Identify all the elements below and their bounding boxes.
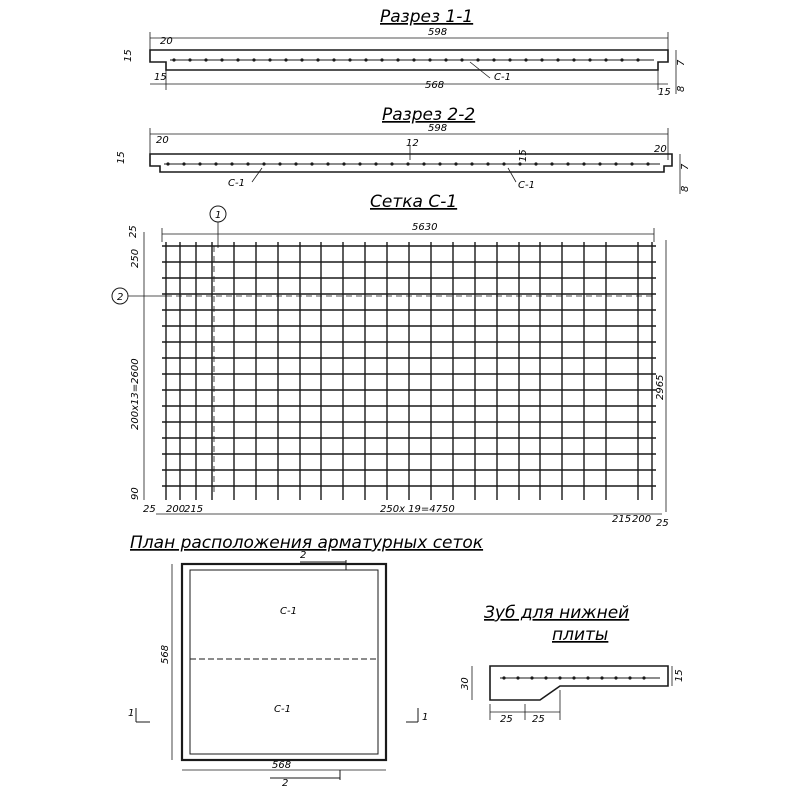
rebar-dot [438, 162, 441, 165]
rebar-dot [268, 58, 271, 61]
plan-dim-width: 568 [272, 760, 292, 771]
section-1-1-dim-right-bottom: 15 [658, 87, 671, 98]
rebar-dot [540, 58, 543, 61]
mesh-dim-width: 5630 [412, 222, 438, 233]
section-1-1-dim-left-top: 20 [160, 36, 173, 47]
rebar-dot [182, 162, 185, 165]
rebar-dot [428, 58, 431, 61]
rebar-dot [572, 58, 575, 61]
section-2-2-dim-right-8: 8 [680, 185, 691, 192]
rebar-dot [406, 162, 409, 165]
rebar-dot [220, 58, 223, 61]
rebar-dot [476, 58, 479, 61]
rebar-dot [310, 162, 313, 165]
rebar-dot [198, 162, 201, 165]
plan-cut-right: 1 [422, 712, 429, 723]
rebar-dot [300, 58, 303, 61]
section-1-1-mesh-label: С-1 [494, 72, 511, 83]
plan-dim-height: 568 [160, 644, 171, 664]
rebar-dot [246, 162, 249, 165]
rebar-dot [166, 162, 169, 165]
rebar-dot [502, 676, 505, 679]
mesh-dim-right-height: 2965 [655, 374, 666, 400]
rebar-dot [444, 58, 447, 61]
section-2-2-dim-12: 12 [406, 138, 419, 149]
section-2-2-mesh-label-left: С-1 [228, 178, 245, 189]
rebar-dot [284, 58, 287, 61]
rebar-dot [470, 162, 473, 165]
rebar-dot [566, 162, 569, 165]
rebar-dot [492, 58, 495, 61]
plan-cut-bottom: 2 [282, 778, 289, 789]
rebar-dot [550, 162, 553, 165]
rebar-dot [556, 58, 559, 61]
rebar-dot [230, 162, 233, 165]
rebar-dot [332, 58, 335, 61]
mesh-dim-top-250: 250 [130, 248, 141, 268]
rebar-dot [422, 162, 425, 165]
rebar-dot [582, 162, 585, 165]
rebar-dot [524, 58, 527, 61]
rebar-dot [364, 58, 367, 61]
rebar-dot [620, 58, 623, 61]
rebar-dot [374, 162, 377, 165]
section-2-2-dim-total: 598 [428, 123, 448, 134]
rebar-dot [646, 162, 649, 165]
rebar-dot [326, 162, 329, 165]
mesh-dim-top-25: 25 [128, 225, 139, 238]
mesh-dim-bottom-200-left: 200 [166, 504, 186, 515]
rebar-dot [252, 58, 255, 61]
section-1-1-dim-right-7: 7 [676, 59, 687, 66]
section-2-2 [116, 105, 691, 194]
section-2-2-dim-right-top: 20 [654, 144, 667, 155]
mesh-c1 [112, 192, 669, 529]
section-2-2-title: Разрез 2-2 [382, 105, 476, 125]
tooth-title-line2: плиты [552, 625, 609, 645]
rebar-dot [502, 162, 505, 165]
mesh-dim-bottom-25-right: 25 [656, 518, 669, 529]
section-1-1-title: Разрез 1-1 [380, 7, 474, 27]
rebar-dot [262, 162, 265, 165]
rebar-dot [558, 676, 561, 679]
rebar-dot [204, 58, 207, 61]
rebar-dot [534, 162, 537, 165]
rebar-dot [294, 162, 297, 165]
rebar-dot [172, 58, 175, 61]
rebar-dot [508, 58, 511, 61]
plan-panel-bottom-label: С-1 [274, 704, 291, 715]
rebar-dot [358, 162, 361, 165]
mesh-dim-bottom-200-right: 200 [632, 514, 652, 525]
rebar-dot [636, 58, 639, 61]
rebar-dot [278, 162, 281, 165]
plan-cut-top: 2 [300, 550, 307, 561]
rebar-dot [530, 676, 533, 679]
section-2-2-mesh-label-right: С-1 [518, 180, 535, 191]
mesh-dim-bottom-span: 250x 19=4750 [380, 504, 455, 515]
rebar-dot [544, 676, 547, 679]
rebar-dot [454, 162, 457, 165]
rebar-dot [188, 58, 191, 61]
rebar-dot [486, 162, 489, 165]
section-1-1 [123, 7, 687, 98]
tooth-dim-25-right: 25 [532, 714, 545, 725]
tooth-title-line1: Зуб для нижней [484, 603, 630, 623]
rebar-dot [604, 58, 607, 61]
mesh-dim-left-span: 200x13=2600 [130, 358, 141, 430]
plan-title: План расположения арматурных сеток [130, 533, 484, 553]
section-2-2-dim-right-7: 7 [680, 163, 691, 170]
mesh-layout-plan [128, 533, 484, 789]
mesh-title: Сетка С-1 [370, 192, 458, 212]
mesh-dim-bottom-90: 90 [130, 487, 141, 500]
mesh-dim-bottom-215-left: 215 [184, 504, 204, 515]
section-1-1-dim-total: 598 [428, 27, 448, 38]
mesh-dim-bottom-215-right: 215 [612, 514, 632, 525]
rebar-dot [516, 676, 519, 679]
rebar-dot [380, 58, 383, 61]
rebar-dot [396, 58, 399, 61]
rebar-dot [236, 58, 239, 61]
plan-cut-left: 1 [128, 708, 135, 719]
rebar-dot [630, 162, 633, 165]
tooth-dim-25-left: 25 [500, 714, 513, 725]
rebar-dot [390, 162, 393, 165]
rebar-dot [316, 58, 319, 61]
section-1-1-dim-left-height: 15 [123, 49, 134, 62]
section-1-1-dim-left-bottom: 15 [154, 72, 167, 83]
rebar-dot [614, 676, 617, 679]
plan-panel-top-label: С-1 [280, 606, 297, 617]
rebar-dot [642, 676, 645, 679]
rebar-dot [598, 162, 601, 165]
tooth-dim-height: 30 [460, 677, 471, 690]
section-1-1-dim-inner: 568 [425, 80, 445, 91]
rebar-dot [614, 162, 617, 165]
rebar-dot [600, 676, 603, 679]
mesh-dim-bottom-25: 25 [143, 504, 156, 515]
rebar-dot [412, 58, 415, 61]
rebar-dot [460, 58, 463, 61]
section-1-1-dim-right-8: 8 [676, 85, 687, 92]
rebar-dot [628, 676, 631, 679]
mesh-grid [162, 242, 656, 500]
tooth-detail [460, 603, 685, 725]
rebar-dot [572, 676, 575, 679]
rebar-dot [588, 58, 591, 61]
rebar-dot [342, 162, 345, 165]
section-2-2-dim-left-top: 20 [156, 135, 169, 146]
section-2-2-dim-left-height: 15 [116, 151, 127, 164]
rebar-dot [348, 58, 351, 61]
rebar-dot [586, 676, 589, 679]
rebar-dot [214, 162, 217, 165]
section-2-2-dim-15: 15 [518, 149, 529, 162]
tooth-dim-15: 15 [674, 669, 685, 682]
mesh-marker-1: 1 [215, 210, 222, 221]
mesh-marker-2: 2 [117, 292, 124, 303]
